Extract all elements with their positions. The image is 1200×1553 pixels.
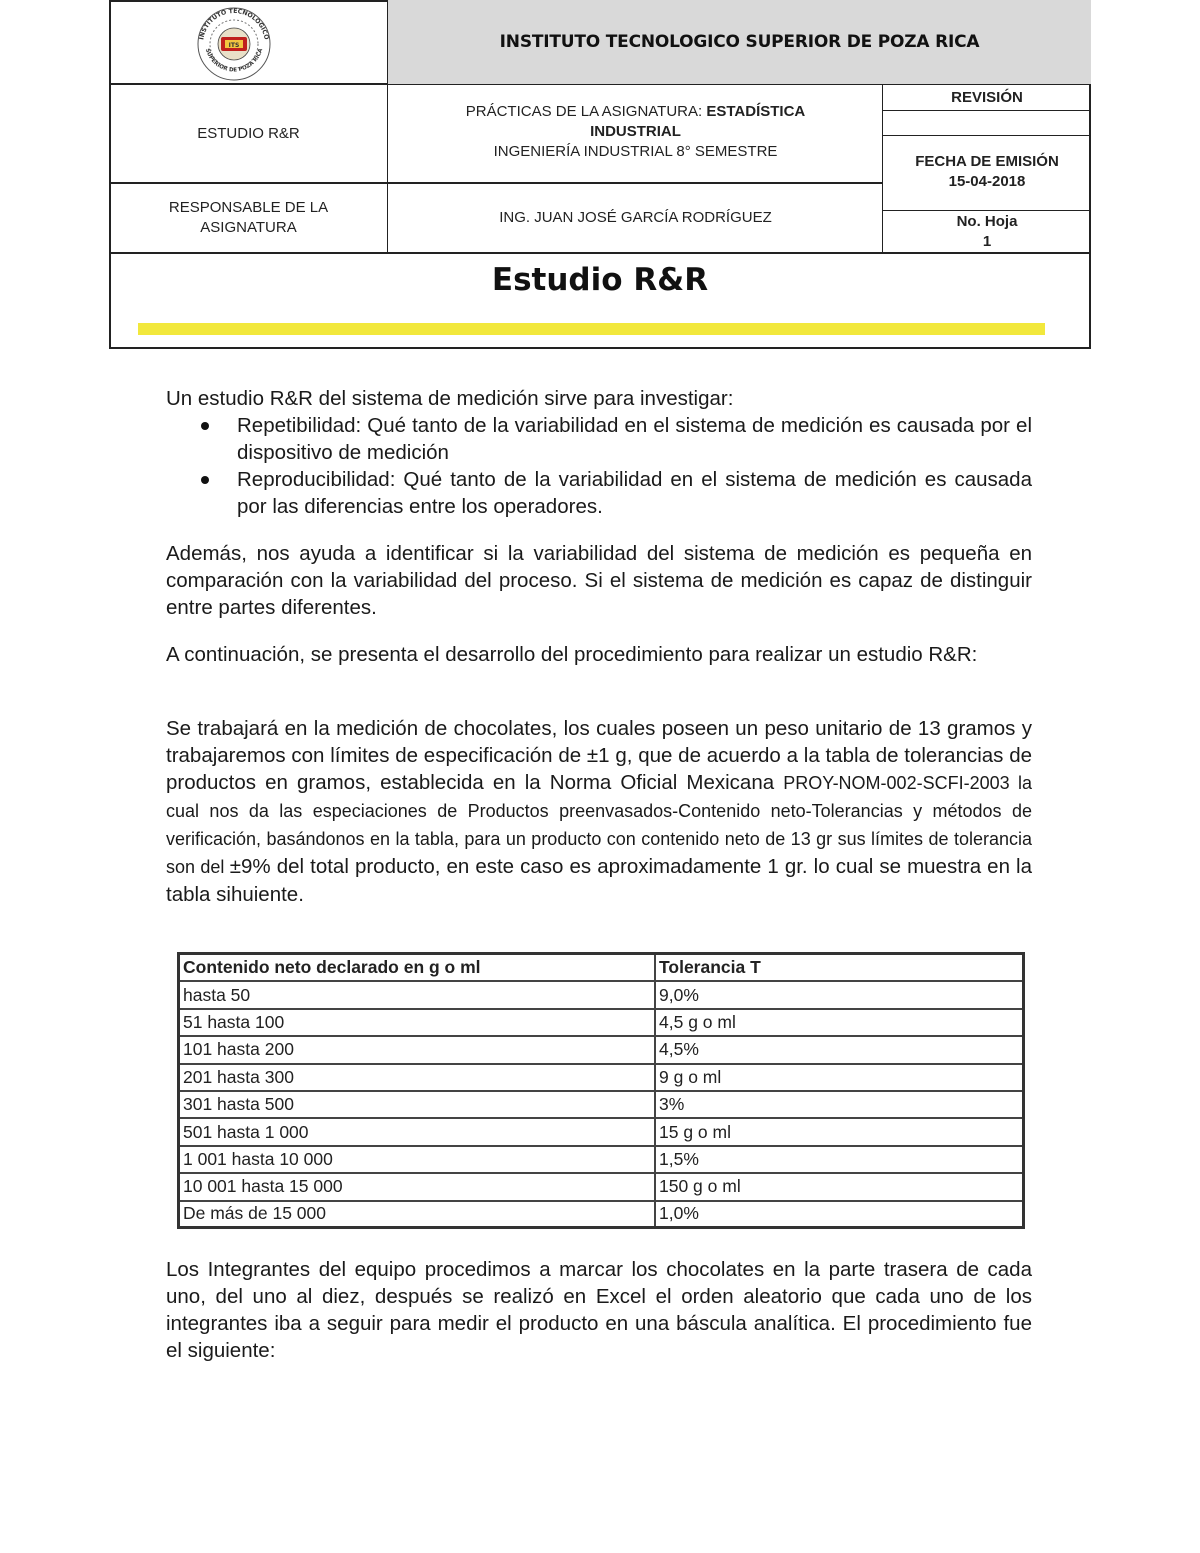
table-cell: 10 001 hasta 15 000 <box>180 1174 656 1199</box>
hoja-info <box>883 211 1091 253</box>
table-header-cell: Contenido neto declarado en g o ml <box>180 955 656 980</box>
table-cell: 15 g o ml <box>659 1121 731 1142</box>
institute-logo <box>189 4 279 84</box>
table-cell: 51 hasta 100 <box>180 1010 656 1035</box>
table-row <box>180 1174 1022 1201</box>
header-divider <box>883 135 1091 136</box>
table-cell: 1,0% <box>659 1203 699 1224</box>
table-cell: 3% <box>659 1094 685 1115</box>
bullet-icon <box>201 422 209 430</box>
table-row <box>180 1037 1022 1064</box>
table-cell: 1,5% <box>659 1148 699 1169</box>
list-item <box>166 412 1032 466</box>
paragraph-trabajara-part-b: PROY-NOM-002-SCFI-2003 la cual nos da las especiaciones de Productos preenvasados-Contenido neto-Tolerancias y métodos de verificación, basándonos en la tabla, para un producto con contenido neto de 13 gr sus límites de tolerancia son del <box>166 773 1032 877</box>
table-cell: 201 hasta 300 <box>180 1065 656 1090</box>
program-label: INGENIERÍA INDUSTRIAL 8° SEMESTRE <box>493 143 778 160</box>
revision-label: REVISIÓN <box>951 88 1023 106</box>
table-cell: 301 hasta 500 <box>180 1092 656 1117</box>
document-title: Estudio R&R <box>491 262 709 298</box>
study-label: ESTUDIO R&R <box>197 124 300 142</box>
logo-cell <box>109 0 388 84</box>
list-item <box>166 466 1032 520</box>
title-highlight-bar <box>138 323 1045 335</box>
practicas-subject: ESTADÍSTICA INDUSTRIAL <box>590 103 806 140</box>
responsable-name: ING. JUAN JOSÉ GARCÍA RODRÍGUEZ <box>499 209 772 226</box>
table-cell: 9,0% <box>659 984 699 1005</box>
bullet-list <box>166 412 1032 520</box>
bullet-icon <box>201 476 209 484</box>
table-cell: 4,5 g o ml <box>659 1011 736 1032</box>
paragraph-trabajara <box>166 715 1032 908</box>
table-cell: 9 g o ml <box>659 1066 722 1087</box>
responsable-label: RESPONSABLE DE LA ASIGNATURA <box>168 199 329 236</box>
table-row <box>180 1092 1022 1119</box>
fecha-emision <box>883 150 1091 194</box>
bullet-text: Reproducibilidad: Qué tanto de la variabilidad en el sistema de medición es causada por las diferencias entre los operadores. <box>237 468 1032 518</box>
header-border-bottom <box>109 347 1091 349</box>
table-header-cell: Tolerancia T <box>659 957 761 978</box>
paragraph-ademas: Además, nos ayuda a identificar si la variabilidad del sistema de medición es pequeña en comparación con la variabilidad del proceso. Si el sistema de medición es capaz de distinguir entre partes diferentes. <box>166 542 1032 619</box>
table-row <box>180 1010 1022 1037</box>
paragraph-trabajara-part-c: ±9% del total producto, en este caso es aproximadamente 1 gr. lo cual se muestra en la tabla sihuiente. <box>166 855 1032 906</box>
table-row <box>180 1147 1022 1174</box>
paragraph-continuacion: A continuación, se presenta el desarrollo del procedimiento para realizar un estudio R&R: <box>166 643 978 666</box>
table-row <box>180 1202 1022 1226</box>
table-cell: hasta 50 <box>180 982 656 1007</box>
table-cell: De más de 15 000 <box>180 1202 656 1226</box>
institution-name: INSTITUTO TECNOLOGICO SUPERIOR DE POZA RICA <box>388 0 1091 84</box>
practicas-info <box>388 100 883 164</box>
table-cell: 101 hasta 200 <box>180 1037 656 1062</box>
paragraph-trabajara-part-a: Se trabajará en la medición de chocolates, los cuales poseen un peso unitario de 13 gramos y trabajaremos con límites de especificación de ±1 g, que de acuerdo a la tabla de tolerancias de productos en gramos, establecida en la Norma Oficial Mexicana <box>166 717 1032 794</box>
paragraph-integrantes: Los Integrantes del equipo procedimos a marcar los chocolates en la parte trasera de cada uno, del uno al diez, después se realizó en Excel el orden aleatorio que cada uno de los integrantes iba a seguir para medir el producto en una báscula analítica. El procedimiento fue el siguiente: <box>166 1258 1032 1362</box>
bullet-text: Repetibilidad: Qué tanto de la variabilidad en el sistema de medición es causada por el dispositivo de medición <box>237 414 1032 464</box>
intro-paragraph: Un estudio R&R del sistema de medición sirve para investigar: <box>166 387 734 410</box>
fecha-value: 15-04-2018 <box>948 173 1026 190</box>
table-cell: 501 hasta 1 000 <box>180 1119 656 1144</box>
fecha-label: FECHA DE EMISIÓN <box>915 153 1059 170</box>
document-header <box>109 0 1091 349</box>
table-row <box>180 1119 1022 1146</box>
revision-value <box>883 111 1091 135</box>
svg-text:ITS: ITS <box>228 42 240 49</box>
table-row <box>180 982 1022 1009</box>
table-cell: 150 g o ml <box>659 1176 741 1197</box>
table-cell: 1 001 hasta 10 000 <box>180 1147 656 1172</box>
svg-text:SUPERIOR DE POZA RICA: SUPERIOR DE POZA RICA <box>203 47 265 74</box>
svg-text:INSTITUTO TECNOLOGICO: INSTITUTO TECNOLOGICO <box>198 7 270 41</box>
practicas-prefix: PRÁCTICAS DE LA ASIGNATURA: <box>465 103 707 120</box>
table-header-row <box>180 955 1022 982</box>
hoja-label: No. Hoja <box>956 213 1018 230</box>
table-cell: 4,5% <box>659 1039 699 1060</box>
hoja-value: 1 <box>982 233 992 250</box>
table-row <box>180 1065 1022 1092</box>
tolerance-table <box>177 952 1025 1229</box>
